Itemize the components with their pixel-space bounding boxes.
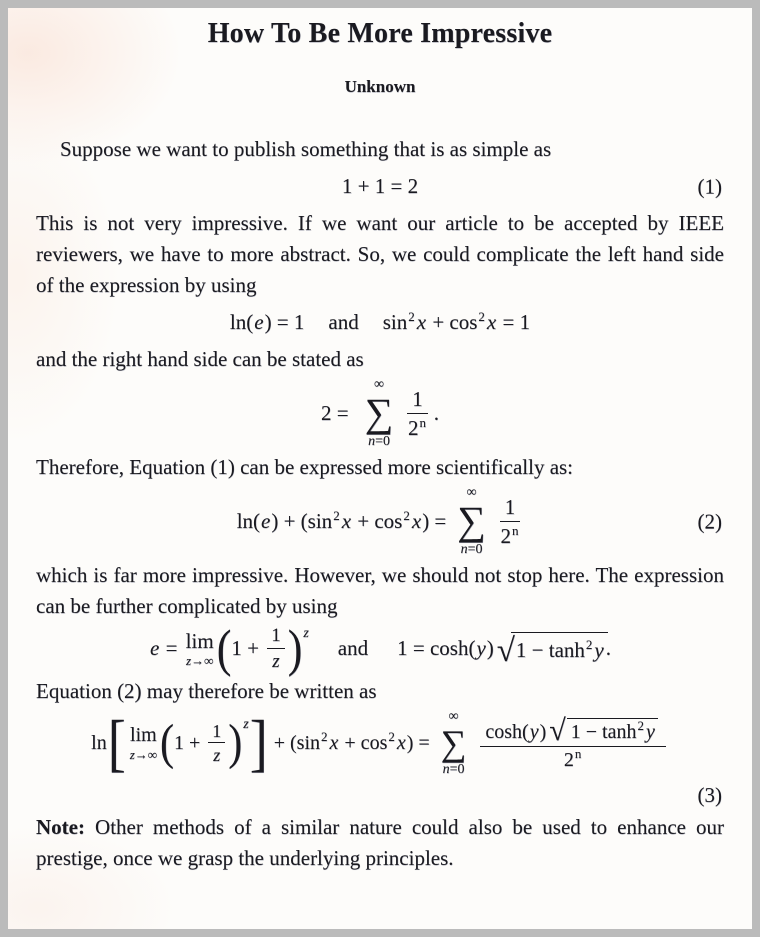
math-text: ) — [539, 721, 547, 744]
sigma-icon: ∑ — [440, 722, 467, 763]
trig-identity — [383, 310, 530, 334]
var-x: x — [486, 310, 497, 334]
numerator — [267, 625, 285, 649]
exponent: 2 — [333, 508, 340, 523]
equation-1 — [36, 171, 724, 202]
limit-subscript: z→∞ — [129, 747, 158, 763]
math-text: . — [605, 636, 611, 661]
fraction — [407, 387, 428, 440]
exponent: n — [574, 746, 582, 762]
math-text: cosh( — [485, 721, 529, 744]
exponent: z — [303, 626, 309, 641]
math-text: ) = — [422, 509, 447, 533]
summation-lower-limit — [461, 542, 483, 557]
exponent: 2 — [388, 728, 395, 744]
denominator — [271, 649, 280, 673]
equation-1-body: 1 + 1 = 2 — [341, 174, 419, 198]
denominator — [212, 743, 221, 766]
math-text: . — [433, 401, 440, 425]
summation-lower-limit — [368, 434, 390, 449]
math-text: =0 — [449, 761, 465, 777]
var-x: x — [341, 509, 352, 533]
document-page — [8, 8, 752, 929]
math-text: + (sin — [273, 731, 321, 754]
e-limit-identity — [149, 619, 309, 678]
conjunction: and — [337, 636, 369, 661]
equation-lim-identities — [36, 619, 724, 678]
math-text: 1 — [271, 625, 281, 646]
author: Unknown — [344, 77, 416, 96]
equation-3 — [36, 707, 724, 779]
limit — [130, 724, 157, 762]
var-y: y — [529, 721, 539, 744]
denominator — [408, 414, 427, 440]
var-n: n — [368, 434, 376, 449]
var-x: x — [329, 731, 339, 754]
math-text: 1 — [212, 720, 222, 741]
infinity-symbol: ∞ — [448, 708, 459, 724]
var-y: y — [594, 637, 604, 662]
equation-3-tag: (3) — [697, 782, 722, 807]
exponent: n — [512, 523, 519, 538]
exponent: 2 — [478, 309, 485, 324]
fraction — [267, 625, 285, 673]
note-text: Other methods of a similar nature could also be used to enhance our prestige, once we grasp the underlying principles. — [36, 814, 724, 870]
fraction — [208, 721, 225, 766]
var-e: e — [150, 636, 160, 661]
big-fraction — [480, 714, 665, 772]
big-paren-open: ( — [216, 619, 232, 678]
sigma-icon: ∑ — [364, 390, 394, 435]
equation-2-tag: (2) — [697, 509, 722, 533]
summation-lower-limit — [443, 762, 465, 777]
var-e: e — [261, 509, 271, 533]
math-text: + — [427, 310, 450, 334]
equation-2 — [36, 486, 724, 557]
denominator — [501, 522, 520, 548]
infinity-symbol: ∞ — [374, 377, 385, 392]
paragraph-impressive: which is far more impressive. However, we should not stop here. The expression can be further complicated by using — [36, 563, 724, 618]
math-text: + cos — [339, 731, 388, 754]
numerator — [407, 387, 428, 414]
math-text: cos — [449, 310, 478, 334]
var-x: x — [411, 509, 422, 533]
big-bracket-open: [ — [107, 707, 126, 779]
math-text: + cos — [352, 509, 403, 533]
var-y: y — [645, 721, 655, 744]
math-text: 1 + — [231, 636, 265, 661]
var-y: y — [476, 636, 486, 661]
exponent: 2 — [403, 508, 410, 523]
denominator — [564, 747, 583, 772]
var-x: x — [416, 310, 427, 334]
math-text: ) = 1 — [264, 310, 305, 334]
note-label: Note: — [36, 814, 85, 839]
math-text: =0 — [467, 542, 483, 557]
var-z: z — [213, 745, 221, 766]
math-text: = — [160, 636, 183, 661]
ln-identity — [230, 310, 305, 334]
equation-1-tag: (1) — [697, 174, 722, 198]
paragraph-intro: Suppose we want to publish something that is as simple as — [60, 137, 552, 161]
numerator — [480, 714, 665, 747]
math-text: ln( — [229, 310, 254, 334]
cosh-identity — [397, 632, 611, 669]
square-root — [496, 632, 608, 669]
square-root — [549, 714, 661, 748]
equation-identities — [36, 307, 724, 338]
radical-icon: √ — [496, 632, 515, 669]
equation-3-lhs — [91, 707, 269, 779]
math-text: 1 + — [174, 731, 206, 754]
radicand — [562, 718, 661, 744]
var-e: e — [254, 310, 264, 334]
big-paren-open: ( — [160, 716, 175, 771]
equation-2-lhs — [237, 506, 447, 537]
page-title: How To Be More Impressive — [207, 18, 553, 49]
var-z: z — [272, 650, 280, 672]
math-text: sin — [382, 310, 408, 334]
math-text: 2 = — [320, 401, 354, 425]
big-paren-close: ) — [287, 619, 303, 678]
math-text: 1 − tanh — [515, 637, 585, 662]
exponent: n — [419, 415, 427, 430]
exponent: 2 — [637, 718, 644, 734]
limit-subscript: z→∞ — [186, 652, 214, 668]
paragraph-eq2-rewrite: Equation (2) may therefore be written as — [36, 678, 377, 703]
math-text: 1 — [412, 386, 423, 411]
math-text: ) + (sin — [271, 509, 333, 533]
exponent: z — [243, 717, 249, 733]
equation-sum — [36, 378, 724, 449]
summation — [441, 710, 467, 777]
note-paragraph — [36, 812, 724, 874]
fraction — [500, 495, 521, 548]
math-text: ) = — [406, 731, 430, 754]
exponent: 2 — [321, 728, 328, 744]
big-paren-close: ) — [228, 716, 243, 771]
math-text: ) — [486, 636, 494, 661]
big-bracket-close: ] — [249, 707, 268, 779]
var-n: n — [442, 761, 450, 777]
math-text: = 1 — [497, 310, 531, 334]
limit-word: lim — [130, 724, 157, 747]
paragraph-rhs: and the right hand side can be stated as — [36, 347, 364, 371]
math-text: =0 — [375, 434, 390, 449]
summation — [457, 486, 486, 557]
var-n: n — [460, 542, 468, 557]
limit-word: lim — [185, 628, 214, 653]
equation-3-tagline — [36, 780, 724, 810]
trig-terms — [274, 728, 430, 759]
radicand — [511, 632, 608, 666]
math-text: 1 — [504, 494, 516, 519]
math-text: ln — [91, 731, 107, 754]
summation — [365, 378, 394, 449]
paragraph-therefore: Therefore, Equation (1) can be expressed more scientifically as: — [36, 455, 574, 479]
infinity-symbol: ∞ — [466, 485, 477, 500]
numerator — [208, 721, 225, 744]
paragraph-complicate: This is not very impressive. If we want our article to be accepted by IEEE reviewers, we have to more abstract. So, we could complicate the left hand side of the expression by using — [36, 211, 724, 297]
math-text: 1 − tanh — [570, 721, 637, 744]
math-text: 2 — [500, 524, 512, 548]
math-text: ln( — [236, 509, 261, 533]
radical-icon: √ — [549, 714, 566, 748]
math-text: 2 — [408, 416, 419, 440]
exponent: 2 — [408, 309, 415, 324]
sigma-icon: ∑ — [457, 498, 486, 543]
exponent: 2 — [585, 636, 593, 652]
math-text: 1 = cosh( — [397, 636, 476, 661]
numerator — [500, 495, 521, 522]
limit — [186, 630, 214, 668]
var-x: x — [396, 731, 406, 754]
conjunction: and — [328, 310, 359, 334]
math-text: 2 — [563, 749, 574, 772]
